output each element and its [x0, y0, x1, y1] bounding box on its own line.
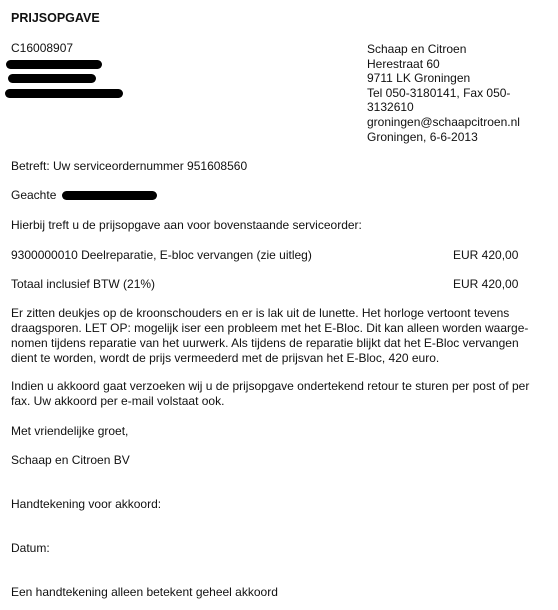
redacted-address-line [6, 60, 102, 69]
date-label: Datum: [11, 541, 50, 555]
sender-address [367, 42, 520, 144]
customer-code: C16008907 [11, 41, 74, 55]
footer-note: Een handtekening alleen betekent geheel akkoord [11, 585, 278, 599]
sender-phone: Tel 050-3180141, Fax 050- [367, 85, 511, 100]
sender-name: Schaap en Citroen [367, 42, 467, 56]
sender-email: groningen@schaapcitroen.nl [367, 114, 520, 129]
salutation: Geachte [11, 188, 57, 202]
explanation-line: Er zitten deukjes op de kroonschouders en er is lak uit de lunette. Het horloge vertoont tevens [11, 306, 510, 320]
line-item-amount: EUR 420,00 [453, 248, 519, 262]
agreement-line: Indien u akkoord gaat verzoeken wij u de prijsopgave ondertekend retour te sturen per post of per [11, 379, 530, 393]
closing-greeting: Met vriendelijke groet, [11, 424, 129, 438]
document-title: PRIJSOPGAVE [11, 11, 100, 25]
explanation-line: draagsporen. LET OP: mogelijk iser een probleem met het E-Bloc. Dit kan alleen worden waarge- [11, 321, 529, 335]
total-label: Totaal inclusief BTW (21%) [11, 277, 156, 291]
subject-line: Betreft: Uw serviceordernummer 951608560 [11, 159, 248, 173]
agreement-paragraph [11, 379, 549, 409]
total-amount: EUR 420,00 [453, 277, 519, 291]
redacted-address-line [5, 89, 123, 98]
explanation-paragraph [11, 306, 549, 366]
sender-place-date: Groningen, 6-6-2013 [367, 129, 478, 144]
line-item-description: 9300000010 Deelreparatie, E-bloc vervangen (zie uitleg) [11, 248, 312, 262]
sender-fax-continued: 3132610 [367, 100, 414, 115]
redacted-address-line [8, 74, 96, 83]
sender-street: Herestraat 60 [367, 56, 440, 71]
redacted-recipient-name [62, 191, 157, 200]
sender-city: 9711 LK Groningen [367, 71, 471, 86]
explanation-line: dient te worden, wordt de prijs vermeederd met de prijsvan het E-Bloc, 420 euro. [11, 351, 440, 365]
intro-text: Hierbij treft u de prijsopgave aan voor bovenstaande serviceorder: [11, 218, 362, 232]
signature-label: Handtekening voor akkoord: [11, 497, 162, 511]
agreement-line: fax. Uw akkoord per e-mail volstaat ook. [11, 394, 225, 408]
company-signature: Schaap en Citroen BV [11, 453, 130, 467]
explanation-line: nomen tijdens reparatie van het uurwerk. Als tijdens de reparatie blijkt dat het E-Bloc vervangen [11, 336, 519, 350]
